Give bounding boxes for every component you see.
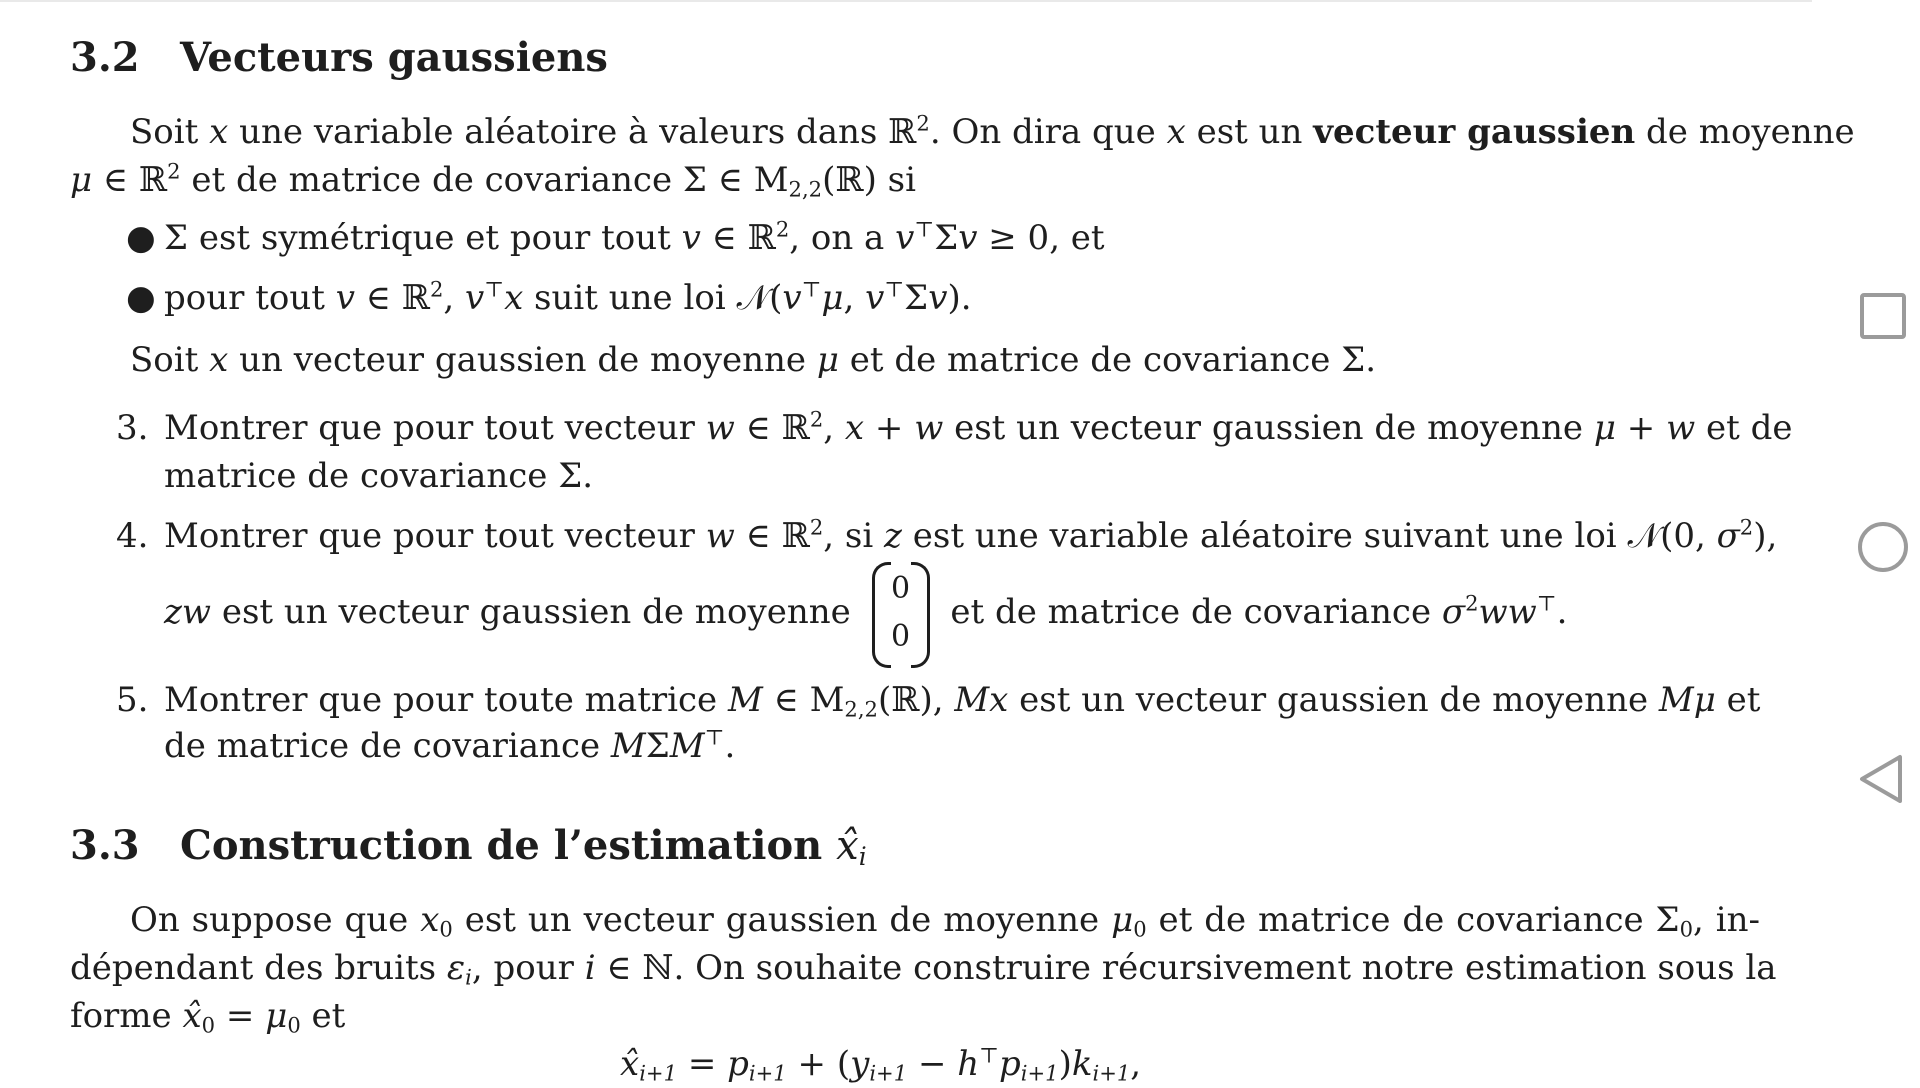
bold-term: vecteur gaussien [1313,112,1636,152]
section-heading-3-3: 3.3 Construction de l’estimation $x̂_i$ [70,822,867,872]
back-triangle-polygon [1862,757,1900,801]
exercise-item-5-line-1: 5. Montrer que pour toute matrice M ∈ $M_{2,2}(ℝ)$, Mx est un vecteur gaussien de moyenne Mμ et [116,676,1760,724]
back-triangle-icon[interactable] [1858,753,1904,805]
section-heading-3-2 [70,34,608,81]
item-number: 5. [116,680,149,720]
back-triangle-shape [1858,753,1904,805]
exercise-item-4-line-2: zw est un vecteur gaussien de moyenne 0 0 et de matrice de covariance $\sigma^2ww^⊤$. [164,560,1567,666]
exercise-item-3-line-2: matrice de covariance Σ. [164,456,594,496]
assumption-line: Soit x un vecteur gaussien de moyenne μ et de matrice de covariance Σ. [130,340,1377,380]
exercise-item-3-line-1: 3. Montrer que pour tout vecteur w ∈ ℝ$^2$, x + w est un vecteur gaussien de moyenne μ + w et de [116,404,1760,452]
item-number: 3. [116,408,149,448]
section-number: 3.3 [70,822,140,869]
intro-line-2: μ ∈ ℝ$^2$ et de matrice de covariance Σ ∈ $M_{2,2}(ℝ)$ si [70,158,916,202]
section-title: Vecteurs gaussiens [180,34,608,81]
bullet-item-1: ● Σ est symétrique et pour tout v ∈ ℝ$^2$, on a v⊤Σv ≥ 0, et [126,214,1105,262]
home-circle-icon[interactable] [1858,522,1908,572]
intro-line-1: Soit x une variable aléatoire à valeurs dans ℝ$^2$. On dira que x est un vecteur gaussien de moyenne [130,110,1855,152]
item-number: 4. [116,516,149,556]
construction-para-line-2: dépendant des bruits $\varepsilon_i$, pour i ∈ ℕ. On souhaite construire récursivement notre estimation sous la [70,948,1777,990]
vector-entry: 0 [891,619,911,654]
construction-para-line-1: On suppose que $x_0$ est un vecteur gaussien de moyenne $\mu_0$ et de matrice de covariance $\Sigma_0$, in- [130,900,1760,942]
top-divider [0,0,1812,2]
section-number: 3.2 [70,34,140,81]
recursion-equation: $x̂_{i+1} = p_{i+1} + (y_{i+1} - h^⊤p_{i+1})k_{i+1}$, [620,1042,1142,1086]
exercise-item-4-line-1: 4. Montrer que pour tout vecteur w ∈ ℝ$^2$, si z est une variable aléatoire suivant une loi 𝒩(0, $\sigma^2$), [116,512,1760,560]
vector-entry: 0 [891,571,911,606]
bullet-dot-icon: ● [126,218,156,258]
section-title: Construction de l’estimation [180,822,837,869]
bullet-item-2: ● pour tout v ∈ ℝ$^2$, v⊤x suit une loi 𝒩(v⊤μ, v⊤Σv). [126,274,972,322]
construction-para-line-3: forme $x̂_0 = \mu_0$ et [70,996,346,1038]
zero-column-vector [872,562,930,666]
bullet-dot-icon: ● [126,278,156,318]
right-paren [911,562,930,668]
exercise-item-5-line-2: de matrice de covariance MΣM⊤. [164,724,736,766]
recents-square-icon[interactable] [1860,293,1906,339]
